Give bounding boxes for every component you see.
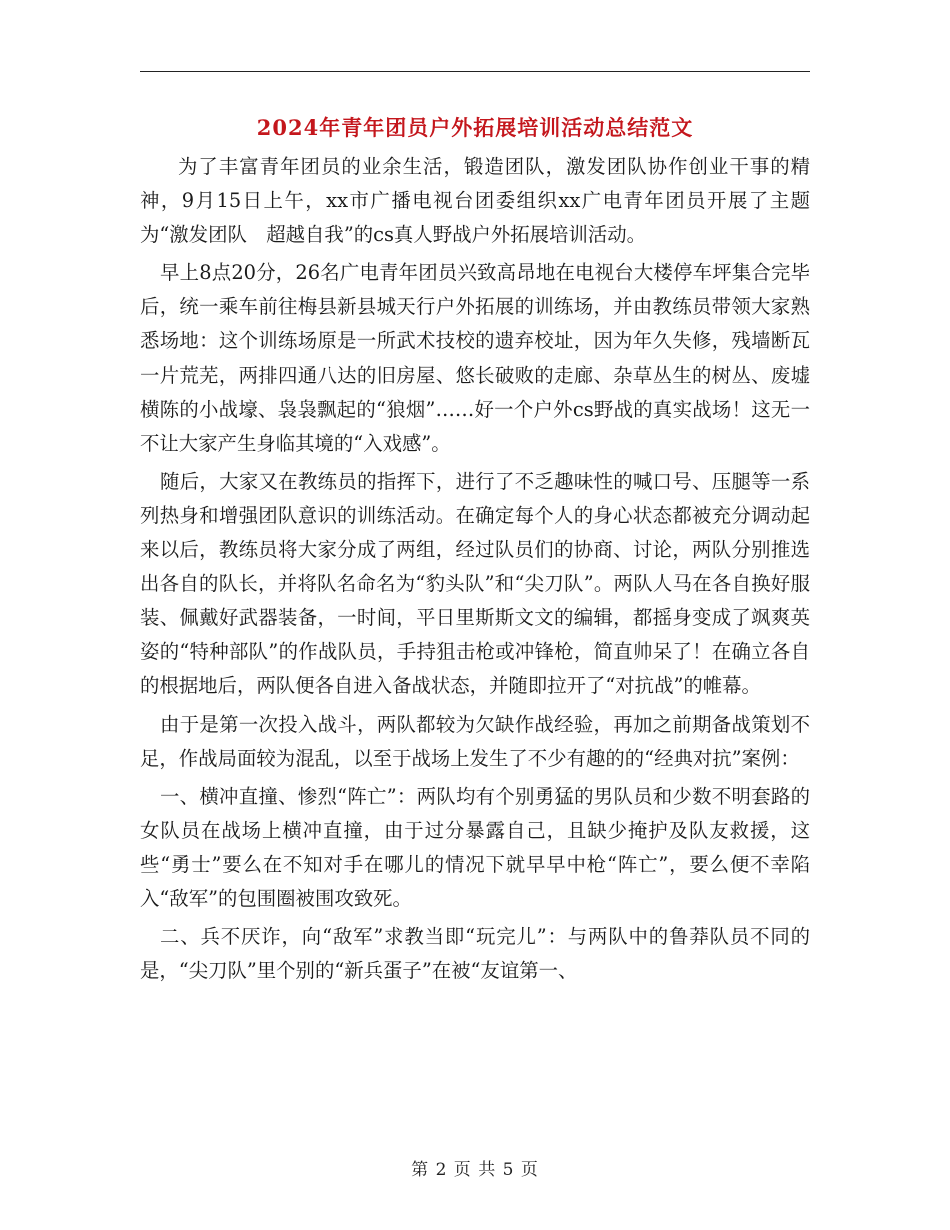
document-title: 2024年青年团员户外拓展培训活动总结范文	[256, 115, 694, 140]
paragraph-4: 由于是第一次投入战斗，两队都较为欠缺作战经验，再加之前期备战策划不足，作战局面较为混乱，以至于战场上发生了不少有趣的的“经典对抗”案例：	[140, 712, 810, 770]
paragraph-2: 早上8点20分，26名广电青年团员兴致高昂地在电视台大楼停车坪集合完毕后，统一乘车前往梅县新县城天行户外拓展的训练场，并由教练员带领大家熟悉场地：这个训练场原是一所武术技校的遗弃校址，因为年久失修，残墙断瓦一片荒芜，两排四通八达的旧房屋、悠长破败的走廊、杂草丛生的树丛、废墟横陈的小战壕、袅袅飘起的“狼烟”……好一个户外cs野战的真实战场！这无一不让大家产生身临其境的“入戏感”。	[140, 261, 810, 455]
paragraph-6: 二、兵不厌诈，向“敌军”求教当即“玩完儿”：与两队中的鲁莽队员不同的是，“尖刀队”里个别的“新兵蛋子”在被“友谊第一、	[140, 925, 810, 983]
paragraph-3: 随后，大家又在教练员的指挥下，进行了不乏趣味性的喊口号、压腿等一系列热身和增强团队意识的训练活动。在确定每个人的身心状态都被充分调动起来以后，教练员将大家分成了两组，经过队员们的协商、讨论，两队分别推选出各自的队长，并将队名命名为“豹头队”和“尖刀队”。两队人马在各自换好服装、佩戴好武器装备，一时间，平日里斯斯文文的编辑，都摇身变成了飒爽英姿的“特种部队”的作战队员，手持狙击枪或冲锋枪，简直帅呆了！在确立各自的根据地后，两队便各自进入备战状态，并随即拉开了“对抗战”的帷幕。	[140, 469, 810, 698]
paragraph-5: 一、横冲直撞、惨烈“阵亡”：两队均有个别勇猛的男队员和少数不明套路的女队员在战场上横冲直撞，由于过分暴露自己，且缺少掩护及队友救援，这些“勇士”要么在不知对手在哪儿的情况下就早早中枪“阵亡”，要么便不幸陷入“敌军”的包围圈被围攻致死。	[140, 784, 810, 910]
header-rule	[140, 71, 810, 72]
page-number-footer: 第 2 页 共 5 页	[411, 1160, 539, 1180]
document-body	[140, 150, 810, 988]
paragraph-1: 为了丰富青年团员的业余生活，锻造团队，激发团队协作创业干事的精神，9月15日上午，xx市广播电视台团委组织xx广电青年团员开展了主题为“激发团队 超越自我”的cs真人野战户外拓展培训活动。	[140, 155, 810, 247]
